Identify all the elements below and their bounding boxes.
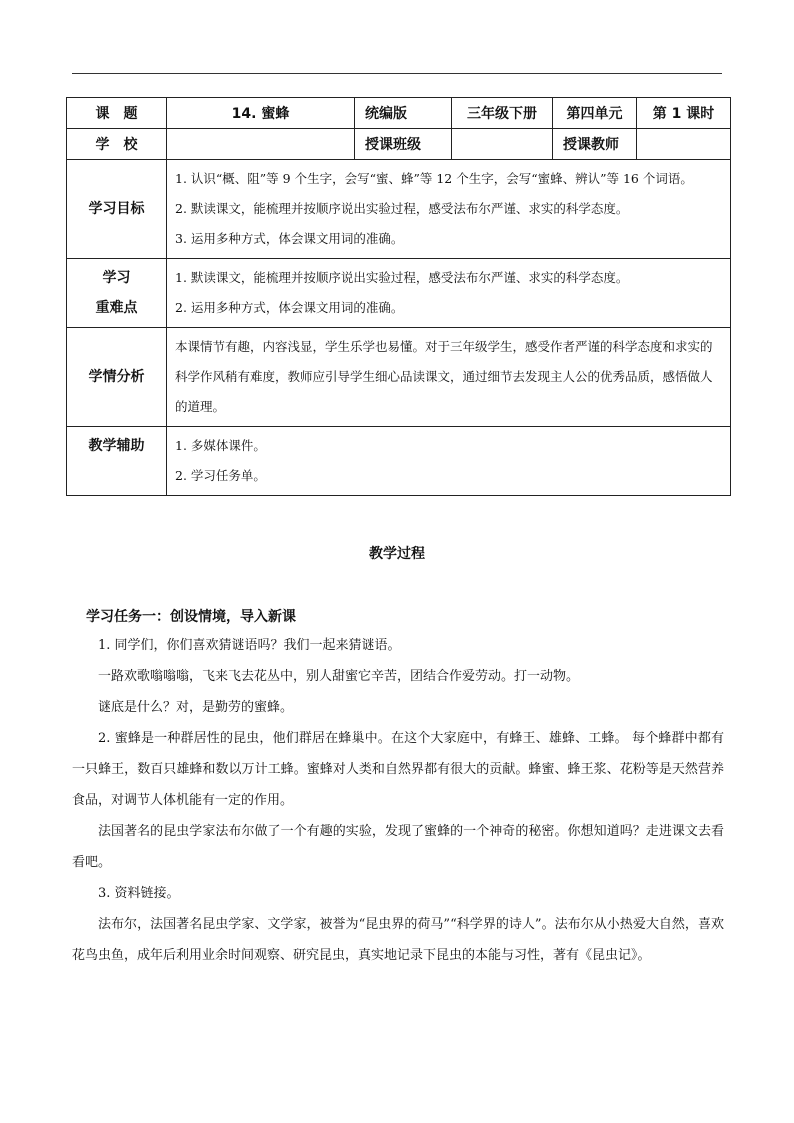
label-teacher: 授课教师 xyxy=(553,129,637,160)
period: 第 1 课时 xyxy=(637,98,731,129)
label-key-points-line1: 学习 xyxy=(102,270,131,286)
label-class: 授课班级 xyxy=(355,129,452,160)
goal-item: 3. 运用多种方式，体会课文用词的准确。 xyxy=(175,231,404,246)
edition: 统编版 xyxy=(355,98,452,129)
process-title: 教学过程 xyxy=(369,546,425,562)
label-key-points-line2: 重难点 xyxy=(95,300,138,316)
goal-item: 2. 默读课文，能梳理并按顺序说出实验过程，感受法布尔严谨、求实的科学态度。 xyxy=(175,201,629,216)
school-value xyxy=(167,129,355,160)
class-value xyxy=(452,129,553,160)
label-school: 学 校 xyxy=(67,129,167,160)
goal-item: 1. 认识“概、阻”等 9 个生字，会写“蜜、蜂”等 12 个生字，会写“蜜蜂、辨认”等 16 个词语。 xyxy=(175,171,693,186)
label-analysis: 学情分析 xyxy=(67,328,167,427)
key-point-item: 2. 运用多种方式，体会课文用词的准确。 xyxy=(175,300,404,315)
teacher-value xyxy=(637,129,731,160)
label-goals: 学习目标 xyxy=(67,160,167,259)
key-point-item: 1. 默读课文，能梳理并按顺序说出实验过程，感受法布尔严谨、求实的科学态度。 xyxy=(175,270,629,285)
info-row-aids xyxy=(67,427,731,496)
lesson-info-table xyxy=(66,97,731,496)
unit: 第四单元 xyxy=(553,98,637,129)
body-paragraph: 一路欢歌嗡嗡嗡，飞来飞去花丛中，别人甜蜜它辛苦，团结合作爱劳动。打一动物。 xyxy=(98,669,580,684)
body-paragraph: 谜底是什么？对，是勤劳的蜜蜂。 xyxy=(98,700,294,715)
aid-item: 2. 学习任务单。 xyxy=(175,468,266,483)
body-paragraph: 法国著名的昆虫学家法布尔做了一个有趣的实验，发现了蜜蜂的一个神奇的秘密。你想知道吗？走进课文去看看吧。 xyxy=(72,824,724,870)
analysis-text: 本课情节有趣，内容浅显，学生乐学也易懂。对于三年级学生，感受作者严谨的科学态度和求实的科学作风稍有难度，教师应引导学生细心品读课文，通过细节去发现主人公的优秀品质，感悟做人的道理。 xyxy=(175,339,713,414)
body-paragraph: 3. 资料链接。 xyxy=(98,886,180,901)
header-rule xyxy=(72,73,722,74)
body-paragraph: 1. 同学们，你们喜欢猜谜语吗？我们一起来猜谜语。 xyxy=(98,638,401,653)
info-row-goals xyxy=(67,160,731,259)
analysis-content xyxy=(167,328,731,427)
process-body xyxy=(72,604,724,971)
aids-content xyxy=(167,427,731,496)
label-topic: 课 题 xyxy=(67,98,167,129)
info-row-school xyxy=(67,129,731,160)
info-row-title xyxy=(67,98,731,129)
label-key-points xyxy=(67,259,167,328)
lesson-title: 14. 蜜蜂 xyxy=(167,98,355,129)
info-row-analysis xyxy=(67,328,731,427)
key-points-content xyxy=(167,259,731,328)
label-aids: 教学辅助 xyxy=(67,427,167,496)
goals-content xyxy=(167,160,731,259)
info-row-key-points xyxy=(67,259,731,328)
task1-heading: 学习任务一：创设情境，导入新课 xyxy=(86,609,296,625)
body-paragraph: 2. 蜜蜂是一种群居性的昆虫，他们群居在蜂巢中。在这个大家庭中，有蜂王、雄蜂、工蜂。 每个蜂群中都有一只蜂王，数百只雄蜂和数以万计工蜂。蜜蜂对人类和自然界都有很大的贡献。蜂蜜、蜂王浆、花粉等是天然营养食品，对调节人体机能有一定的作用。 xyxy=(72,731,724,808)
grade: 三年级下册 xyxy=(452,98,553,129)
body-paragraph: 法布尔，法国著名昆虫学家、文学家，被誉为“昆虫界的荷马”“科学界的诗人”。法布尔从小热爱大自然，喜欢花鸟虫鱼，成年后利用业余时间观察、研究昆虫，真实地记录下昆虫的本能与习性，著有《昆虫记》。 xyxy=(72,917,724,963)
aid-item: 1. 多媒体课件。 xyxy=(175,438,266,453)
